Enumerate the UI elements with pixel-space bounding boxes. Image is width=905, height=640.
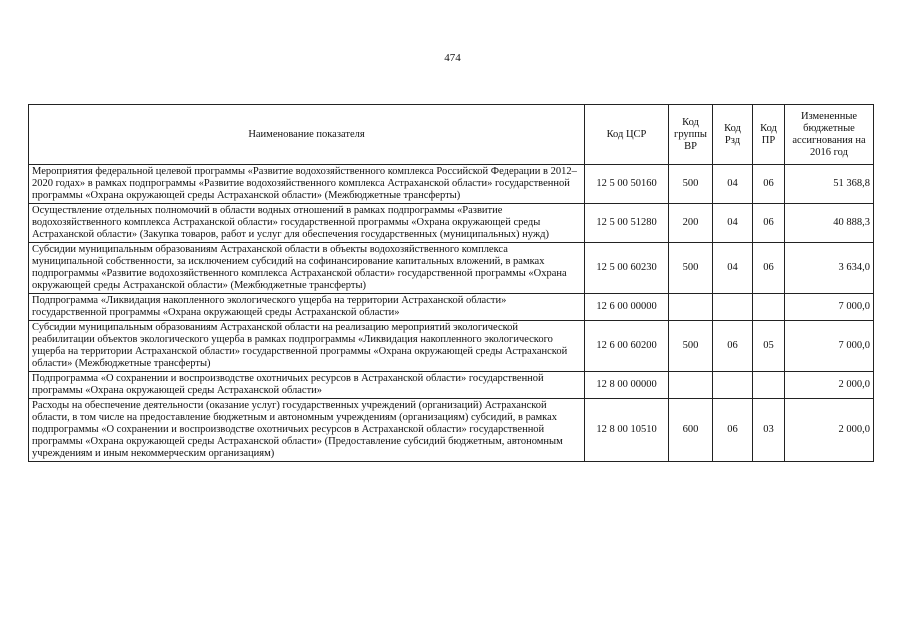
cell-amount: 51 368,8 bbox=[785, 165, 874, 204]
cell-rzd: 06 bbox=[713, 321, 753, 372]
cell-csr: 12 8 00 10510 bbox=[585, 399, 669, 462]
header-row bbox=[29, 105, 874, 165]
cell-rzd: 04 bbox=[713, 243, 753, 294]
cell-pr: 06 bbox=[753, 165, 785, 204]
cell-amount: 7 000,0 bbox=[785, 321, 874, 372]
cell-vr bbox=[669, 294, 713, 321]
cell-name: Субсидии муниципальным образованиям Астраханской области на реализацию мероприятий экологической реабилитации объектов экологического ущерба в рамках подпрограммы «Ликвидация накопленного экологического ущерба на территории Астраханской области» государственной программы «Охрана окружающей среды Астраханской области» (Межбюджетные трансферты) bbox=[29, 321, 585, 372]
cell-name: Расходы на обеспечение деятельности (оказание услуг) государственных учреждений (организаций) Астраханской области, в том числе на предоставление бюджетным и автономным учреждениям (организациям) субсидий, в рамках подпрограммы «О сохранении и воспроизводстве охотничьих ресурсов в Астраханской области» государственной программы «Охрана окружающей среды Астраханской области» (Предоставление субсидий бюджетным, автономным учреждениям и иным некоммерческим организациям) bbox=[29, 399, 585, 462]
cell-pr bbox=[753, 372, 785, 399]
cell-name: Субсидии муниципальным образованиям Астраханской области в объекты водохозяйственного комплекса муниципальной собственности, за исключением субсидий на софинансирование капитальных вложений, в рамках подпрограммы «Развитие водохозяйственного комплекса Астраханской области» государственной программы «Охрана окружающей среды Астраханской области» (Межбюджетные трансферты) bbox=[29, 243, 585, 294]
cell-pr: 06 bbox=[753, 243, 785, 294]
cell-amount: 40 888,3 bbox=[785, 204, 874, 243]
table-row bbox=[29, 165, 874, 204]
cell-pr bbox=[753, 294, 785, 321]
cell-csr: 12 8 00 00000 bbox=[585, 372, 669, 399]
header-vr: Код группы ВР bbox=[669, 105, 713, 165]
cell-rzd: 06 bbox=[713, 399, 753, 462]
cell-csr: 12 5 00 51280 bbox=[585, 204, 669, 243]
cell-rzd: 04 bbox=[713, 204, 753, 243]
header-pr: Код ПР bbox=[753, 105, 785, 165]
cell-csr: 12 6 00 00000 bbox=[585, 294, 669, 321]
cell-name: Подпрограмма «О сохранении и воспроизводстве охотничьих ресурсов в Астраханской области» государственной программы «Охрана окружающей среды Астраханской области» bbox=[29, 372, 585, 399]
cell-pr: 03 bbox=[753, 399, 785, 462]
cell-name: Подпрограмма «Ликвидация накопленного экологического ущерба на территории Астраханской области» государственной программы «Охрана окружающей среды Астраханской области» bbox=[29, 294, 585, 321]
cell-amount: 2 000,0 bbox=[785, 372, 874, 399]
table-row bbox=[29, 294, 874, 321]
header-amount: Измененные бюджетные ассигнования на 2016 год bbox=[785, 105, 874, 165]
cell-vr bbox=[669, 372, 713, 399]
cell-pr: 06 bbox=[753, 204, 785, 243]
cell-csr: 12 5 00 50160 bbox=[585, 165, 669, 204]
cell-rzd: 04 bbox=[713, 165, 753, 204]
cell-vr: 200 bbox=[669, 204, 713, 243]
cell-vr: 500 bbox=[669, 243, 713, 294]
cell-csr: 12 5 00 60230 bbox=[585, 243, 669, 294]
budget-table bbox=[28, 104, 874, 462]
table-row bbox=[29, 243, 874, 294]
table-row bbox=[29, 372, 874, 399]
cell-name: Мероприятия федеральной целевой программы «Развитие водохозяйственного комплекса Российской Федерации в 2012–2020 годах» в рамках подпрограммы «Развитие водохозяйственного комплекса Астраханской области» государственной программы «Охрана окружающей среды Астраханской области» (Межбюджетные трансферты) bbox=[29, 165, 585, 204]
cell-amount: 3 634,0 bbox=[785, 243, 874, 294]
cell-amount: 2 000,0 bbox=[785, 399, 874, 462]
cell-csr: 12 6 00 60200 bbox=[585, 321, 669, 372]
table-row bbox=[29, 204, 874, 243]
cell-vr: 500 bbox=[669, 165, 713, 204]
table-row bbox=[29, 399, 874, 462]
cell-amount: 7 000,0 bbox=[785, 294, 874, 321]
cell-pr: 05 bbox=[753, 321, 785, 372]
cell-rzd bbox=[713, 372, 753, 399]
cell-name: Осуществление отдельных полномочий в области водных отношений в рамках подпрограммы «Развитие водохозяйственного комплекса Астраханской области» государственной программы «Охрана окружающей среды Астраханской области» (Закупка товаров, работ и услуг для обеспечения государственных (муниципальных) нужд) bbox=[29, 204, 585, 243]
table-row bbox=[29, 321, 874, 372]
cell-vr: 600 bbox=[669, 399, 713, 462]
header-csr: Код ЦСР bbox=[585, 105, 669, 165]
header-name: Наименование показателя bbox=[29, 105, 585, 165]
cell-vr: 500 bbox=[669, 321, 713, 372]
header-rzd: Код Рзд bbox=[713, 105, 753, 165]
page-number: 474 bbox=[444, 52, 461, 64]
cell-rzd bbox=[713, 294, 753, 321]
